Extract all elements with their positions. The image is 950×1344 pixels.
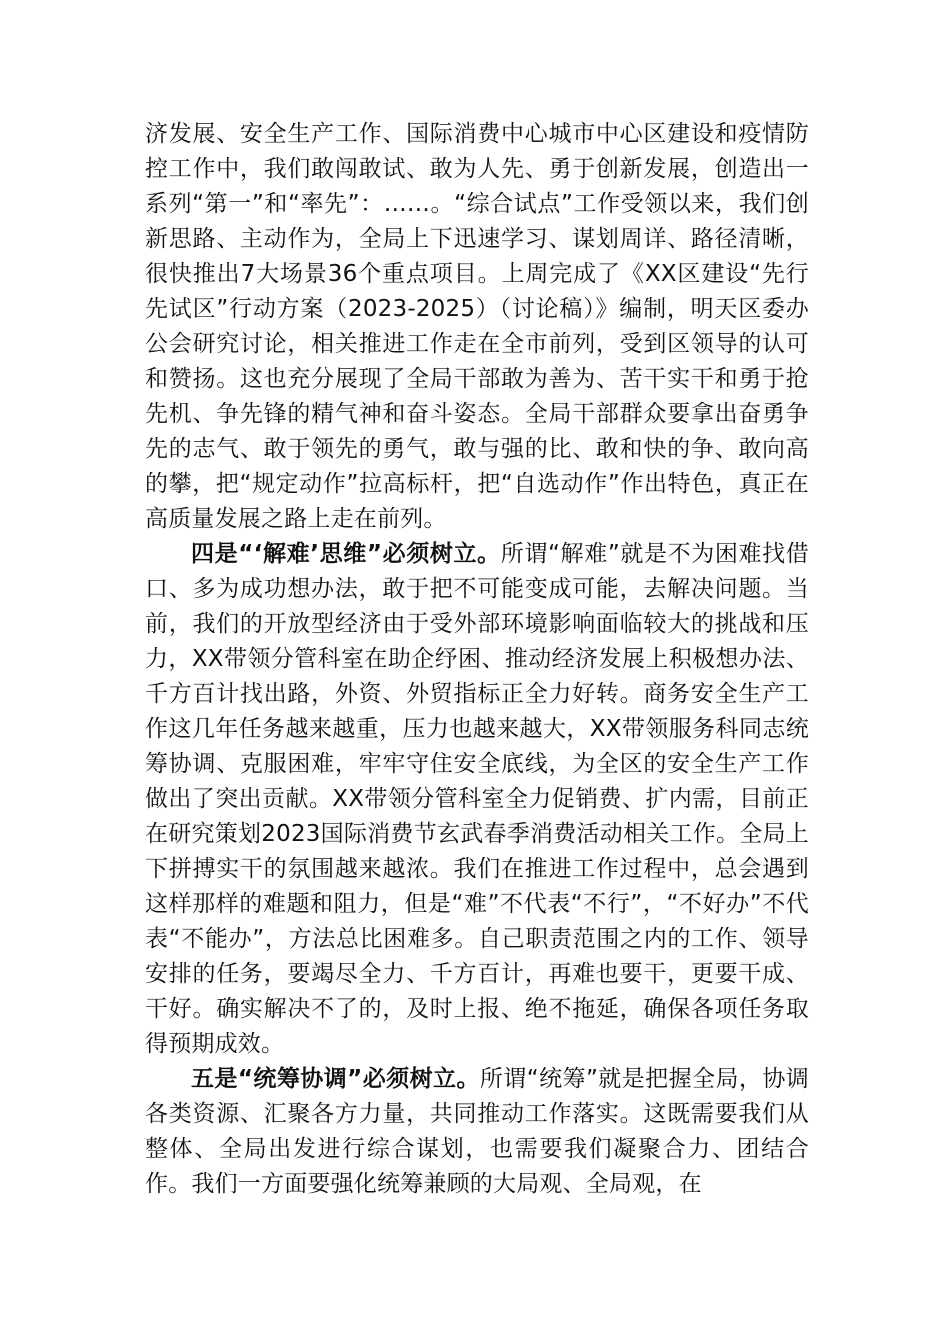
paragraph-point-five <box>145 1062 809 1202</box>
paragraph-text: 济发展、安全生产工作、国际消费中心城市中心区建设和疫情防控工作中，我们敢闯敢试、敢为人先、勇于创新发展，创造出一系列“第一”和“率先”：……。“综合试点”工作受领以来，我们创新思路、主动作为，全局上下迅速学习、谋划周详、路径清晰，很快推出7大场景36个重点项目。上周完成了《XX区建设“先行先试区”行动方案（2023-2025）（讨论稿）》编制，明天区委办公会研究讨论，相关推进工作走在全市前列，受到区领导的认可和赞扬。这也充分展现了全局干部敢为善为、苦干实干和勇于抢先机、争先锋的精气神和奋斗姿态。全局干部群众要拿出奋勇争先的志气、敢于领先的勇气，敢与强的比、敢和快的争、敢向高的攀，把“规定动作”拉高标杆，把“自选动作”作出特色，真正在高质量发展之路上走在前列。 <box>145 121 809 532</box>
paragraph-text: 所谓“统筹”就是把握全局，协调各类资源、汇聚各方力量，共同推动工作落实。这既需要我们从整体、全局出发进行综合谋划，也需要我们凝聚合力、团结合作。我们一方面要强化统筹兼顾的大局观、全局观，在 <box>145 1066 809 1197</box>
paragraph-continuation <box>145 117 809 537</box>
paragraph-heading: 四是“‘解难’思维”必须树立。 <box>191 541 501 567</box>
paragraph-point-four <box>145 537 809 1062</box>
document-page <box>145 117 809 1202</box>
paragraph-heading: 五是“统筹协调”必须树立。 <box>191 1066 480 1092</box>
paragraph-text: 所谓“解难”就是不为困难找借口、多为成功想办法，敢于把不可能变成可能，去解决问题。当前，我们的开放型经济由于受外部环境影响面临较大的挑战和压力，XX带领分管科室在助企纾困、推动经济发展上积极想办法、千方百计找出路，外资、外贸指标正全力好转。商务安全生产工作这几年任务越来越重，压力也越来越大，XX带领服务科同志统筹协调、克服困难，牢牢守住安全底线，为全区的安全生产工作做出了突出贡献。XX带领分管科室全力促销费、扩内需，目前正在研究策划2023国际消费节玄武春季消费活动相关工作。全局上下拼搏实干的氛围越来越浓。我们在推进工作过程中，总会遇到这样那样的难题和阻力，但是“难”不代表“不行”，“不好办”不代表“不能办”，方法总比困难多。自己职责范围之内的工作、领导安排的任务，要竭尽全力、千方百计，再难也要干，更要干成、干好。确实解决不了的，及时上报、绝不拖延，确保各项任务取得预期成效。 <box>145 541 809 1057</box>
